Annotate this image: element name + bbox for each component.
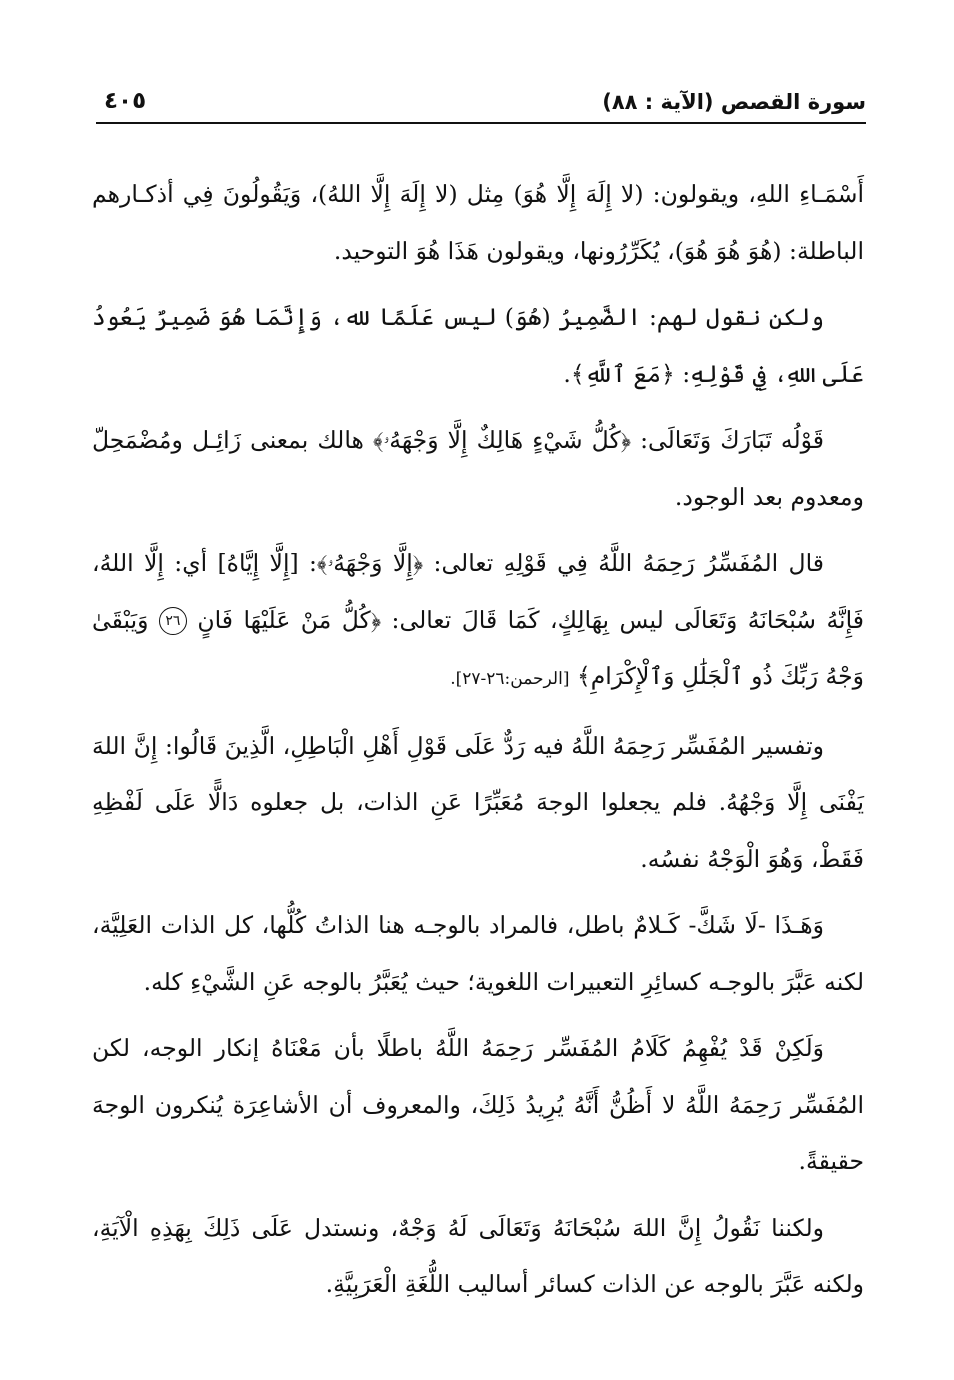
page-body — [92, 166, 864, 1323]
paragraph: وتفسير المُفَسِّر رَحِمَهُ اللَّهُ فيه رَدٌّ عَلَى قَوْلِ أَهْلِ الْبَاطِلِ، الَّذِينَ قَالُوا: إِنَّ اللهَ يَفْنَى إِلَّا وَجْهُهُ. فلم يجعلوا الوجهَ مُعَبِّرًا عَنِ الذات، بل جعلوه دَالًّا عَلَى لَفْظِهِ فَقَطْ، وَهُوَ الْوَجْهُ نفسُه. — [92, 731, 864, 873]
header-divider — [96, 122, 866, 124]
paragraph: ولكننا نَقُولُ إِنَّ اللهَ سُبْحَانَهُ وَتَعَالَى لَهُ وَجْهٌ، ونستدل عَلَى ذَلِكَ بِهَذِهِ الْآيَةِ، ولكنه عَبَّرَ بالوجه عن الذات كسائر أساليب اللُّغَةِ الْعَرَبِيَّةِ. — [92, 1213, 864, 1298]
paragraph: أَسْمَـاءِ اللهِ، ويقولون: (لا إِلَهَ إِلَّا هُوَ) مِثل (لا إِلَهَ إِلَّا اللهُ)، وَيَقُولُونَ فِي أذكـارهم الباطلة: (هُوَ هُوَ هُوَ)، يُكَرِّرُونها، ويقولون هَذَا هُوَ التوحيد. — [92, 180, 864, 265]
paragraph-with-quran-citation — [92, 535, 864, 708]
paragraph: وَهَـذَا -لَا شَكَّ- كَـلامٌ باطل، فالمراد بالوجـه هنا الذاتُ كُلُّها، كل الذات العَلِيَّة، لكنه عَبَّرَ بالوجـه كسائِرِ التعبيرات اللغوية؛ حيث يُعَبَّرُ بالوجه عَنِ الشَّيْءِ كله. — [92, 911, 864, 996]
verse-number-marker: ٢٦ — [159, 607, 187, 635]
quran-reference: [الرحمن:٢٦-٢٧]. — [450, 669, 570, 689]
surah-heading: سورة القصص (الآية : ٨٨) — [602, 90, 866, 114]
page-number: ٤٠٥ — [104, 88, 147, 114]
paragraph: قَوْلُه تَبَارَكَ وَتَعَالَى: ﴿كُلُّ شَيْءٍ هَالِكٌ إِلَّا وَجْهَهُۥ﴾ هالك بمعنى زَائِـل ومُضْمَحِلّ ومعدوم بعد الوجود. — [92, 426, 864, 511]
paragraph: ولكن نقول لهم: الضَّمِيرُ (هُوَ) ليس عَلَمًا لله، وَإِنَّمَا هُوَ ضَمِيرٌ يَعُودُ عَلَى اللهِ، فِي قَوْلِهِ: ﴿مَعَ ٱللَّهِ﴾. — [92, 303, 864, 388]
paragraph-text: قال المُفَسِّرُ رَحِمَهُ اللَّهُ فِي قَوْلِهِ تعالى: ﴿إِلَّا وَجْهَهُۥ﴾: [إِلَّا إِيَّاهُ] أي: إِلَّا اللهُ، فَإِنَّهُ سُبْحَانَهُ وَتَعَالَى ليس بِهَالِكٍ، كَمَا قَالَ تعالى: ﴿كُلُّ مَنْ عَلَيْهَا فَانٍ — [92, 549, 864, 634]
paragraph: وَلَكِنْ قَدْ يُفْهِمُ كَلَامُ المُفَسِّر رَحِمَهُ اللَّهُ باطلًا بأن مَعْنَاهُ إنكار الوجه، لكن المُفَسِّر رَحِمَهُ اللَّهُ لا أَظُنُّ أَنَّهُ يُرِيدُ ذَلِكَ، والمعروف أن الأشاعِرَة يُنكرون الوجهَ حقيقةً. — [92, 1034, 864, 1175]
paragraph-text-continued: وَيَبْقَىٰ وَجْهُ رَبِّكَ ذُو ٱلْجَلَٰلِ وَٱلْإِكْرَامِ﴾ — [92, 605, 864, 690]
